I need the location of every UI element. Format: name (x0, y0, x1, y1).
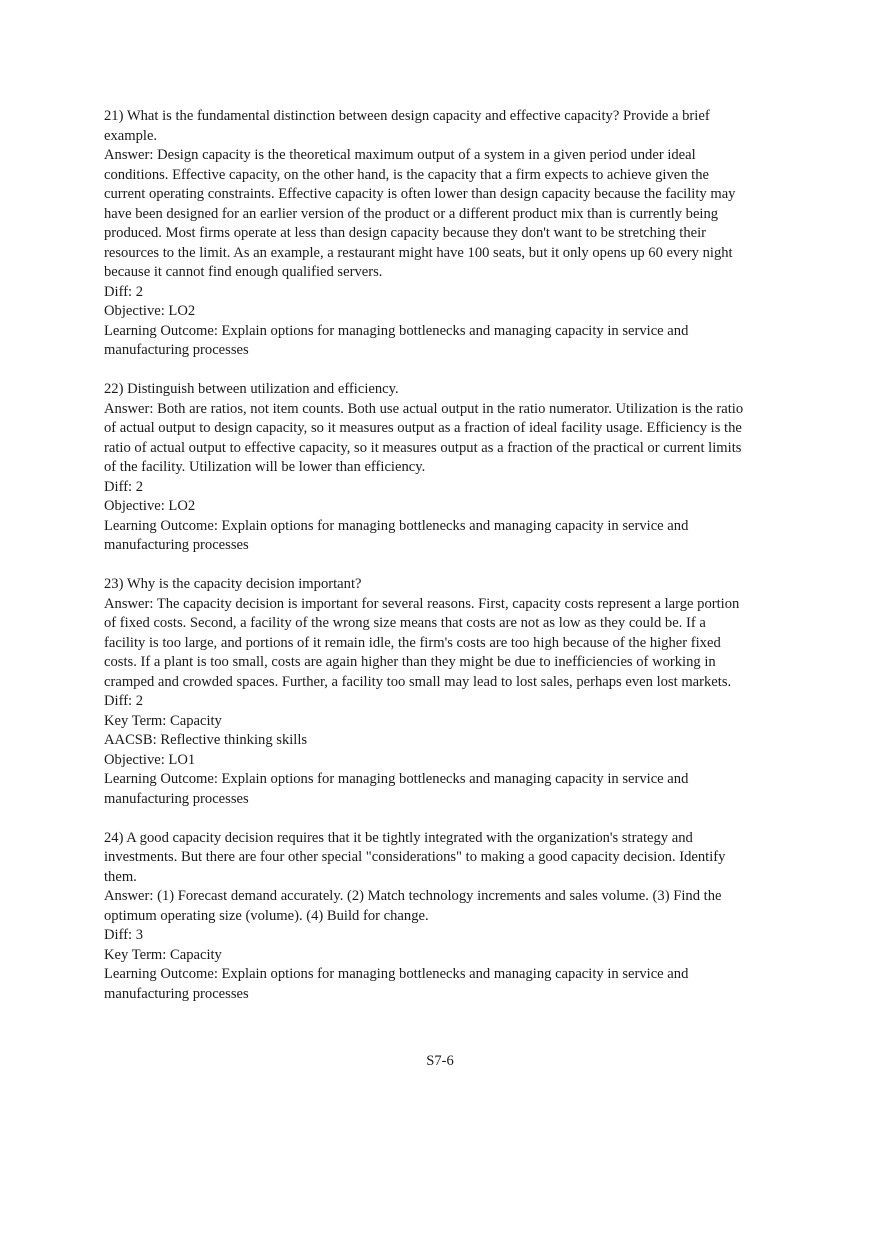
learning-outcome: Learning Outcome: Explain options for managing bottlenecks and managing capacity in service and manufacturing processes (104, 771, 689, 807)
answer-text: Answer: Both are ratios, not item counts. Both use actual output in the ratio numerator. Utilization is the ratio of actual output to design capacity, so it measures output as a fraction of ideal facility usage. Efficiency is the ratio of actual output to effective capacity, so it measures output as a fraction of the practical or current limits of the facility. Utilization will be lower than efficiency. (104, 400, 744, 475)
question-text: 23) Why is the capacity decision important? (104, 576, 362, 592)
question-23 (104, 575, 744, 809)
learning-outcome: Learning Outcome: Explain options for managing bottlenecks and managing capacity in service and manufacturing processes (104, 322, 689, 358)
aacsb: AACSB: Reflective thinking skills (104, 732, 308, 748)
question-text: 24) A good capacity decision requires that it be tightly integrated with the organization's strategy and investments. But there are four other special "considerations" to making a good capacity decision. Identify them. (104, 829, 726, 885)
document-page (104, 107, 744, 1024)
answer-text: Answer: (1) Forecast demand accurately. (2) Match technology increments and sales volume. (3) Find the optimum operating size (volume). (4) Build for change. (104, 888, 722, 924)
difficulty: Diff: 2 (104, 283, 144, 300)
difficulty: Diff: 2 (104, 693, 144, 709)
difficulty: Diff: 3 (104, 927, 144, 943)
key-term: Key Term: Capacity (104, 712, 222, 729)
question-text: 21) What is the fundamental distinction between design capacity and effective capacity? Provide a brief example. (104, 108, 710, 144)
objective: Objective: LO1 (104, 751, 196, 768)
key-term: Key Term: Capacity (104, 946, 222, 963)
learning-outcome: Learning Outcome: Explain options for managing bottlenecks and managing capacity in service and manufacturing processes (104, 517, 689, 553)
question-24 (104, 829, 744, 1005)
answer-text: Answer: Design capacity is the theoretical maximum output of a system in a given period under ideal conditions. Effective capacity, on the other hand, is the capacity that a firm expects to achieve given the current operating constraints. Effective capacity is often lower than design capacity because the facility may have been designed for an earlier version of the product or a different product mix than is currently being produced. Most firms operate at less than design capacity because they don't want to be stretching their resources to the limit. As an example, a restaurant might have 100 seats, but it only opens up 60 every night because it cannot find enough qualified servers. (104, 147, 736, 280)
objective: Objective: LO2 (104, 498, 196, 514)
answer-text: Answer: The capacity decision is important for several reasons. First, capacity costs represent a large portion of fixed costs. Second, a facility of the wrong size means that costs are not as low as they could be. If a facility is too large, and portions of it remain idle, the firm's costs are too high because of the higher fixed costs. If a plant is too small, costs are again higher than they might be due to inefficiencies of working in cramped and crowded spaces. Further, a facility too small may lead to lost sales, perhaps even lost markets. (104, 595, 740, 690)
question-text: 22) Distinguish between utilization and efficiency. (104, 381, 399, 397)
question-21 (104, 107, 744, 361)
page-number: S7-6 (426, 1053, 454, 1069)
difficulty: Diff: 2 (104, 478, 144, 495)
objective: Objective: LO2 (104, 303, 196, 319)
question-22 (104, 380, 744, 556)
learning-outcome: Learning Outcome: Explain options for managing bottlenecks and managing capacity in service and manufacturing processes (104, 966, 689, 1002)
